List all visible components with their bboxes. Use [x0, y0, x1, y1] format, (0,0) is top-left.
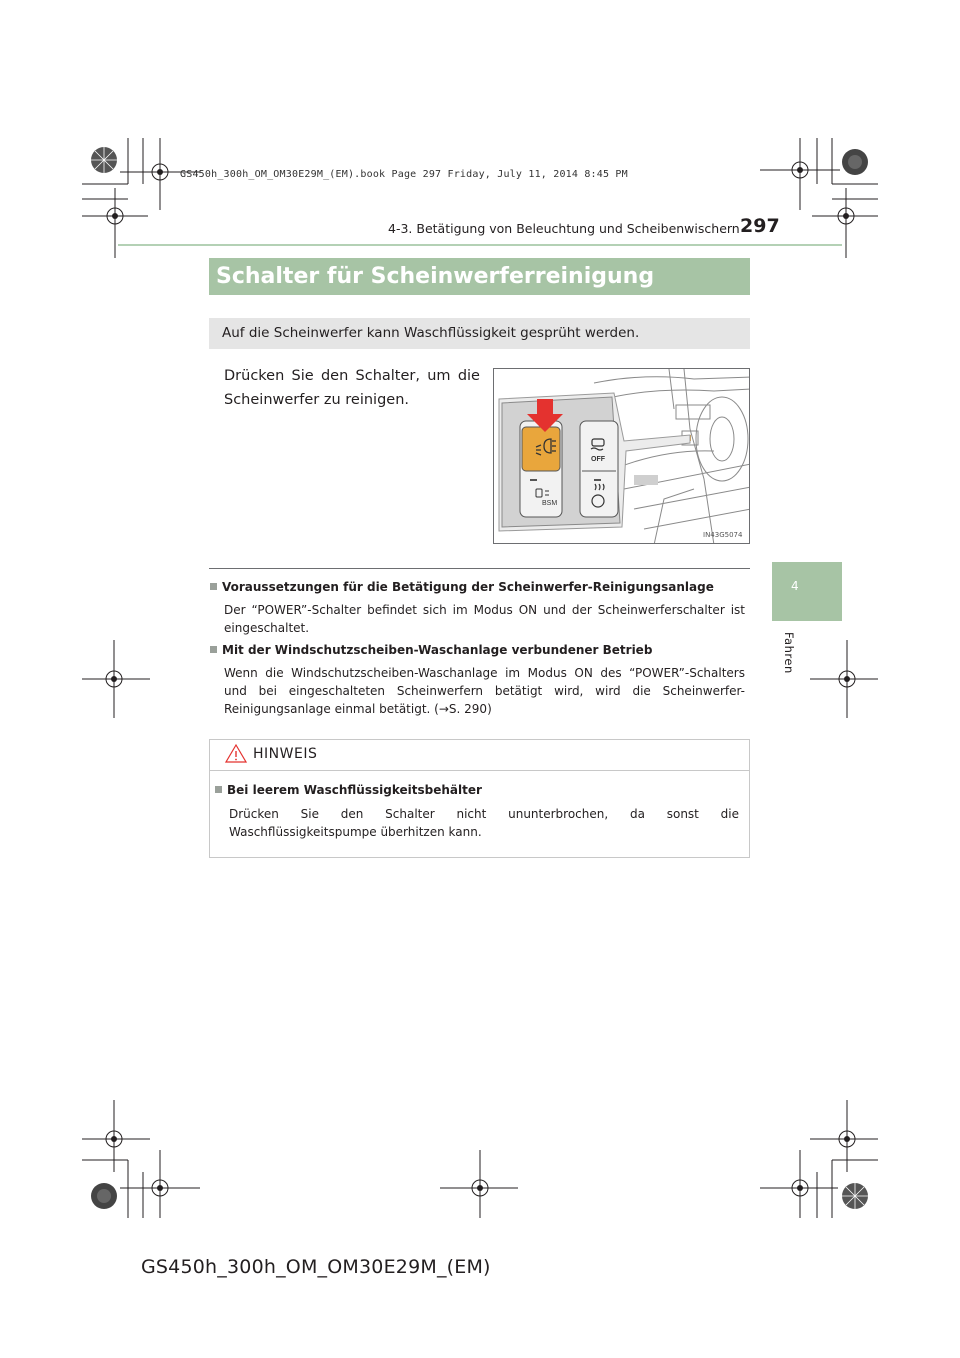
square-bullet-icon	[210, 646, 217, 653]
item-heading	[210, 643, 652, 657]
switch-panel-drawing	[494, 369, 750, 544]
item-heading	[210, 580, 714, 594]
page-title: Schalter für Scheinwerferreinigung	[209, 258, 750, 295]
intro-text	[224, 364, 480, 412]
bsm-label: BSM	[542, 500, 558, 507]
notice-body: Drücken Sie den Schalter nicht ununterbrochen, da sonst die Waschflüssigkeitspumpe überhitzen kann.	[229, 807, 739, 839]
notice-heading-text: Bei leerem Waschflüssigkeitsbehälter	[227, 783, 482, 797]
book-info-line: GS450h_300h_OM_OM30E29M_(EM).book Page 297 Friday, July 11, 2014 8:45 PM	[180, 169, 628, 180]
chapter-number: 4	[791, 579, 799, 593]
section-header: 4-3. Betätigung von Beleuchtung und Scheibenwischern	[388, 221, 740, 236]
figure-code: IN43G5074	[703, 531, 743, 539]
subtitle-bar: Auf die Scheinwerfer kann Waschflüssigkeit gesprüht werden.	[209, 318, 750, 349]
intro-word: die	[457, 368, 480, 384]
notice-title: HINWEIS	[253, 746, 318, 762]
item-heading-text: Mit der Windschutzscheiben-Waschanlage verbundener Betrieb	[222, 643, 653, 657]
headlight-cleaner-switch-illustration	[493, 368, 750, 544]
footer-manual-code: GS450h_300h_OM_OM30E29M_(EM)	[141, 1256, 491, 1278]
intro-word: um	[427, 368, 451, 384]
warning-triangle-icon	[225, 743, 247, 763]
intro-word: Sie	[291, 368, 314, 384]
notice-heading	[215, 783, 482, 797]
notice-divider	[210, 770, 749, 771]
intro-word: Drücken	[224, 368, 285, 384]
item-body: Der “POWER”-Schalter befindet sich im Modus ON und der Scheinwerferschalter ist eingeschaltet.	[224, 603, 745, 635]
intro-line-2: Scheinwerfer zu reinigen.	[224, 392, 409, 408]
item-heading-text: Voraussetzungen für die Betätigung der Scheinwerfer-Reinigungsanlage	[222, 580, 714, 594]
square-bullet-icon	[210, 583, 217, 590]
section-rule	[209, 568, 750, 569]
header-rule	[118, 244, 842, 246]
chapter-tab	[772, 562, 842, 621]
intro-word: Schalter,	[355, 368, 420, 384]
headlight-cleaner-button	[522, 427, 560, 471]
intro-word: den	[320, 368, 349, 384]
item-body: Wenn die Windschutzscheiben-Waschanlage im Modus ON des “POWER”-Schalters und bei eingeschalteten Scheinwerfern betätigt wird, wird die Scheinwerfer-Reinigungsanlage einmal betätigt. (→S. 290)	[224, 666, 745, 716]
page-number: 297	[740, 215, 780, 237]
square-bullet-icon	[215, 786, 222, 793]
chapter-label: Fahren	[782, 632, 796, 674]
intro-line-1	[224, 364, 480, 388]
off-label: OFF	[591, 456, 605, 463]
